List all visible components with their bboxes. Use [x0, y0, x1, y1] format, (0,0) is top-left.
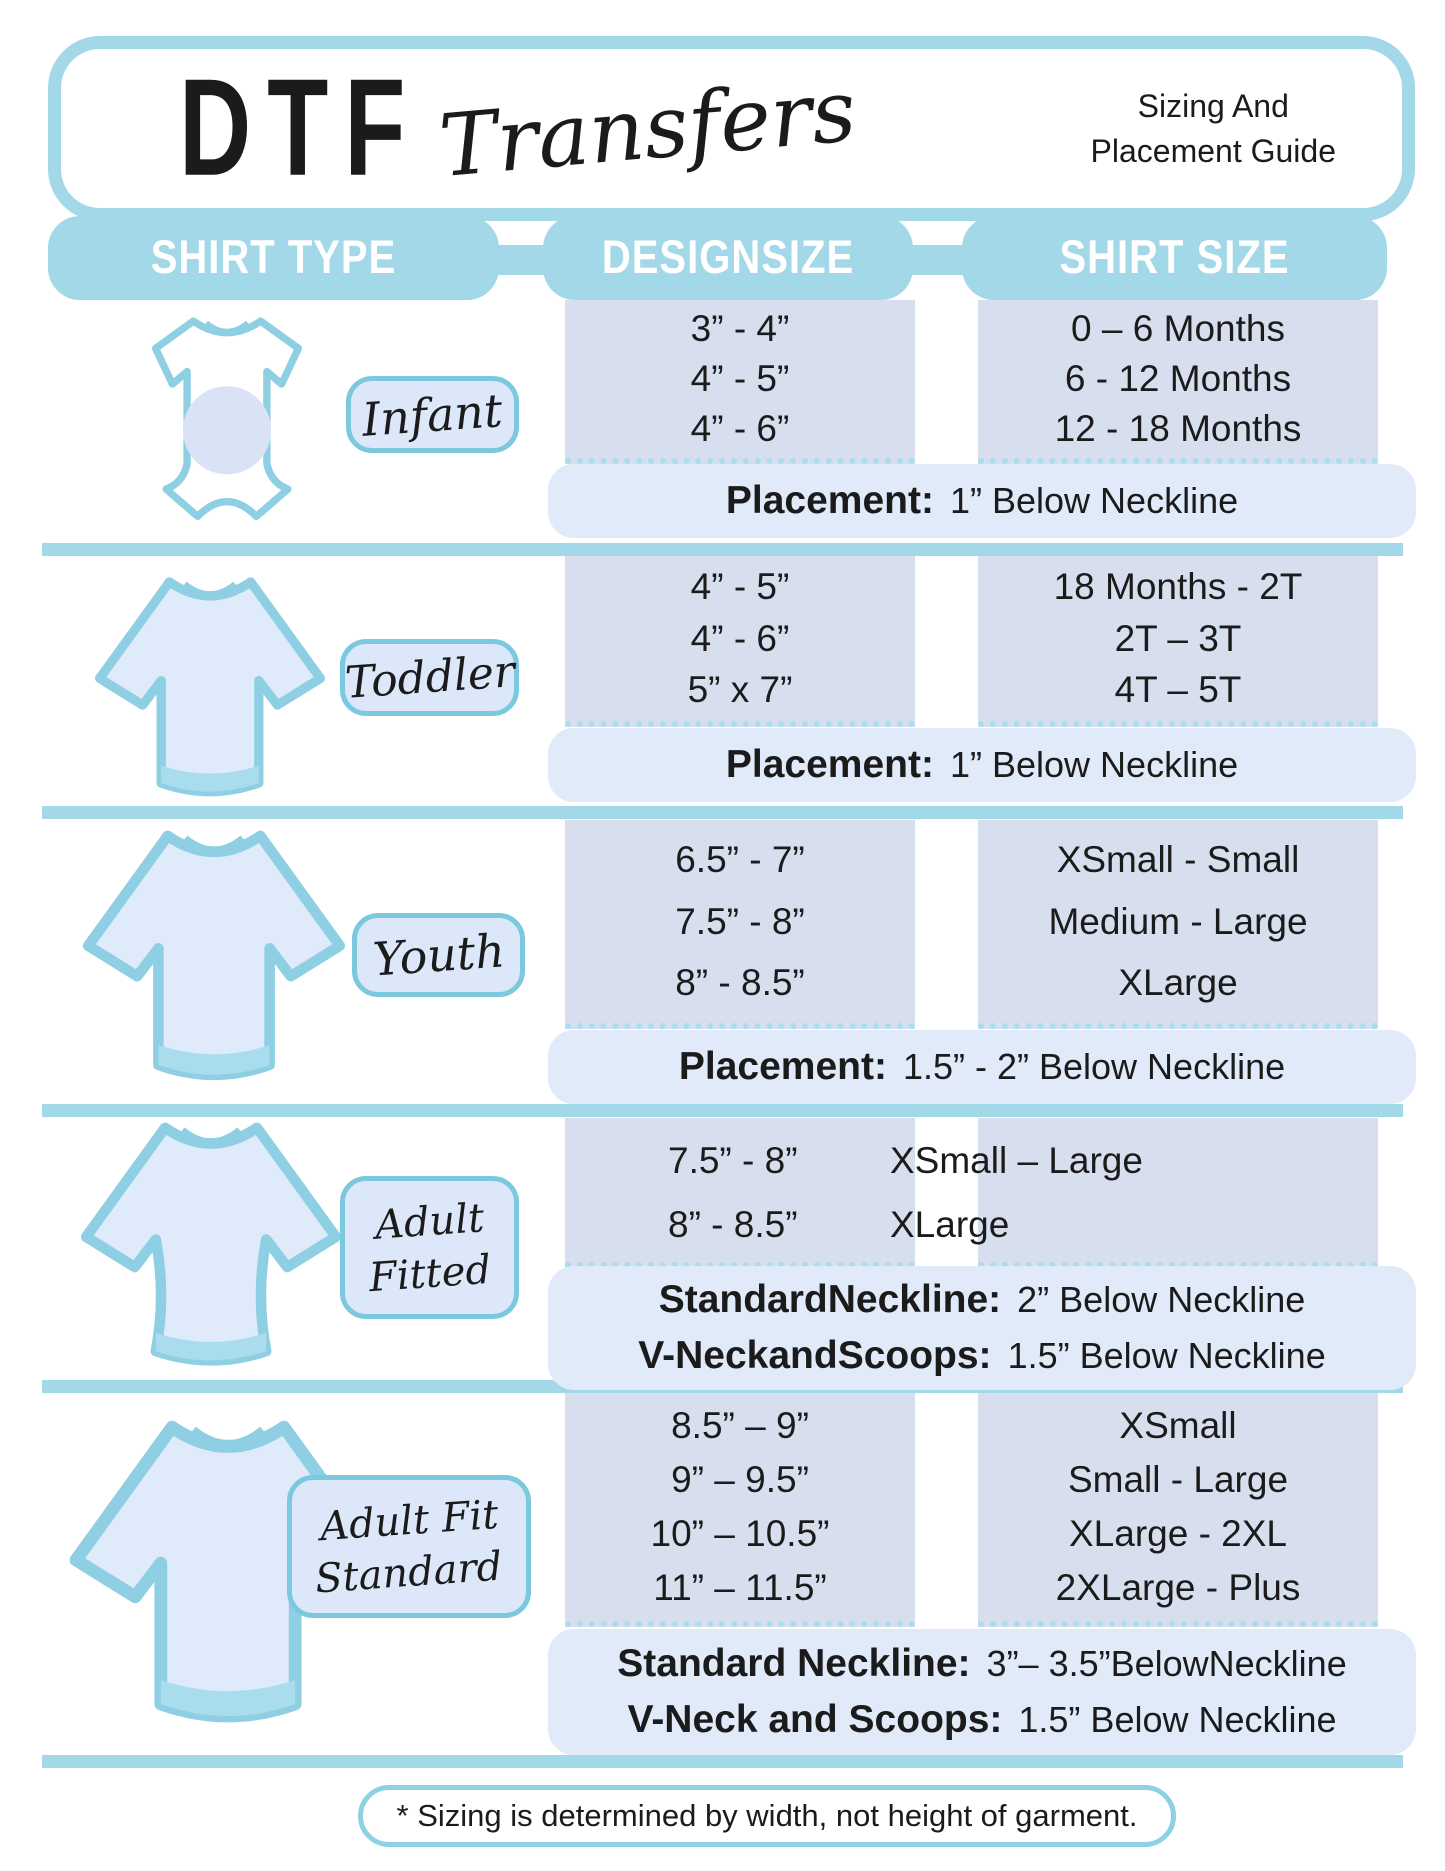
placement-label: Standard Neckline:: [617, 1642, 971, 1685]
row-divider: [42, 543, 1403, 556]
header-connector: [497, 245, 547, 275]
label-adult-fit: Adult Fit: [318, 1491, 500, 1550]
label-infant: Infant: [360, 382, 505, 447]
placement-value: 1.5” - 2” Below Neckline: [902, 1046, 1286, 1087]
label-tag-adult-fitted: [340, 1176, 519, 1319]
label-toddler: Toddler: [342, 646, 517, 709]
footer-note: * Sizing is determined by width, not height of garment.: [396, 1798, 1138, 1833]
column-header-design-size-label: DESIGNSIZE: [601, 231, 855, 284]
footer-note-pill: [358, 1785, 1176, 1847]
youth-shirt-icon: [66, 820, 362, 1098]
design-size-cell: [565, 820, 915, 1029]
subtitle-line2: Placement Guide: [1090, 132, 1336, 169]
placement-label: StandardNeckline:: [658, 1278, 1002, 1321]
design-size-value: 11” – 11.5”: [653, 1567, 827, 1608]
label-tag-youth: [352, 913, 525, 997]
placement-value: 3”– 3.5”BelowNeckline: [986, 1643, 1347, 1684]
placement-bar-adult-fitted: [548, 1266, 1416, 1390]
placement-bar-youth: [548, 1030, 1416, 1104]
placement-bar-toddler: [548, 728, 1416, 802]
subtitle: [1091, 84, 1336, 174]
header-connector: [911, 245, 966, 275]
placement-line: [548, 737, 1416, 793]
shirt-size-value: Medium - Large: [1048, 900, 1308, 942]
design-size-value: 7.5” - 8”: [668, 1140, 798, 1181]
design-size-value: 4” - 5”: [690, 358, 790, 399]
row-divider: [42, 1104, 1403, 1117]
label-adult: Adult: [373, 1194, 486, 1249]
shirt-size-value: Small - Large: [1067, 1459, 1289, 1500]
placement-line: [548, 1039, 1416, 1095]
placement-value: 1” Below Neckline: [949, 744, 1239, 785]
shirt-size-cell: [978, 1393, 1378, 1627]
placement-bar-infant: [548, 464, 1416, 538]
design-size-cell: [565, 300, 915, 464]
design-size-value: 9” – 9.5”: [671, 1459, 809, 1500]
shirt-size-value: 2T – 3T: [1114, 617, 1242, 659]
shirt-size-cell: [978, 556, 1378, 727]
column-header-shirt-size-label: SHIRT SIZE: [1059, 231, 1290, 284]
row-divider: [42, 1755, 1403, 1768]
shirt-size-value: XSmall – Large: [890, 1140, 1143, 1181]
placement-value: 2” Below Neckline: [1017, 1279, 1306, 1320]
shirt-size-value: XSmall - Small: [1056, 839, 1300, 881]
shirt-size-value: 6 - 12 Months: [1064, 358, 1292, 399]
design-size-value: 4” - 6”: [690, 617, 790, 659]
placement-value: 1.5” Below Neckline: [1018, 1699, 1337, 1740]
size-line: [565, 1204, 1285, 1246]
label-tag-infant: [346, 376, 519, 453]
design-size-value: 3” - 4”: [690, 308, 790, 349]
design-size-value: 10” – 10.5”: [650, 1513, 830, 1554]
shirt-size-value: XLarge: [890, 1204, 1010, 1245]
shirt-size-value: 4T – 5T: [1114, 669, 1242, 711]
placement-line: [548, 1272, 1416, 1328]
shirt-size-cell: [978, 820, 1378, 1029]
placement-label: V-Neck and Scoops:: [627, 1698, 1003, 1741]
design-size-value: 5” x 7”: [687, 669, 793, 711]
size-line: [565, 1140, 1285, 1182]
shirt-size-value: 0 – 6 Months: [1071, 308, 1285, 349]
design-size-value: 4” - 5”: [690, 565, 790, 607]
placement-value: 1” Below Neckline: [949, 480, 1239, 521]
shirt-size-value: XLarge - 2XL: [1068, 1513, 1288, 1554]
adult-fitted-size-lines: [565, 1118, 1285, 1268]
label-tag-toddler: [340, 639, 519, 716]
placement-label: Placement:: [678, 1045, 887, 1088]
design-size-value: 6.5” - 7”: [675, 839, 805, 881]
placement-bar-adult-fit-standard: [548, 1629, 1416, 1755]
shirt-size-value: 2XLarge - Plus: [1055, 1567, 1301, 1608]
placement-label: V-NeckandScoops:: [638, 1334, 992, 1377]
title: [179, 50, 861, 206]
shirt-size-value: 12 - 18 Months: [1054, 408, 1302, 449]
adult-fitted-shirt-icon: [60, 1112, 362, 1388]
shirt-size-value: XLarge: [1118, 961, 1238, 1003]
label-youth: Youth: [370, 923, 507, 987]
title-transfers: Transfers: [435, 60, 861, 197]
placement-line: [548, 1692, 1416, 1748]
shirt-size-cell: [978, 300, 1378, 464]
placement-label: Placement:: [725, 743, 934, 786]
design-size-cell: [565, 1393, 915, 1627]
column-header-shirt-size: [962, 216, 1387, 300]
toddler-shirt-icon: [82, 568, 338, 812]
infant-onesie-icon: [122, 308, 332, 540]
design-size-value: 8” - 8.5”: [668, 1204, 798, 1245]
label-standard: Standard: [313, 1543, 505, 1602]
design-size-value: 8.5” – 9”: [671, 1405, 809, 1446]
design-size-value: 4” - 6”: [690, 408, 790, 449]
header-card: [48, 36, 1415, 221]
title-dtf: DTF: [179, 50, 422, 206]
row-divider: [42, 806, 1403, 819]
shirt-size-value: 18 Months - 2T: [1053, 565, 1303, 607]
column-header-shirt-type: [48, 216, 499, 300]
label-fitted: Fitted: [367, 1246, 492, 1301]
design-size-value: 8” - 8.5”: [675, 961, 805, 1003]
design-size-value: 7.5” - 8”: [675, 900, 805, 942]
placement-line: [548, 1328, 1416, 1384]
placement-line: [548, 473, 1416, 529]
design-size-cell: [565, 556, 915, 727]
placement-line: [548, 1636, 1416, 1692]
subtitle-line1: Sizing And: [1137, 87, 1289, 124]
column-header-design-size: [543, 216, 913, 300]
column-header-shirt-type-label: SHIRT TYPE: [150, 231, 397, 284]
placement-label: Placement:: [725, 479, 934, 522]
shirt-size-value: XSmall: [1119, 1405, 1237, 1446]
label-tag-adult-fit-standard: [287, 1475, 531, 1618]
placement-value: 1.5” Below Neckline: [1007, 1335, 1326, 1376]
